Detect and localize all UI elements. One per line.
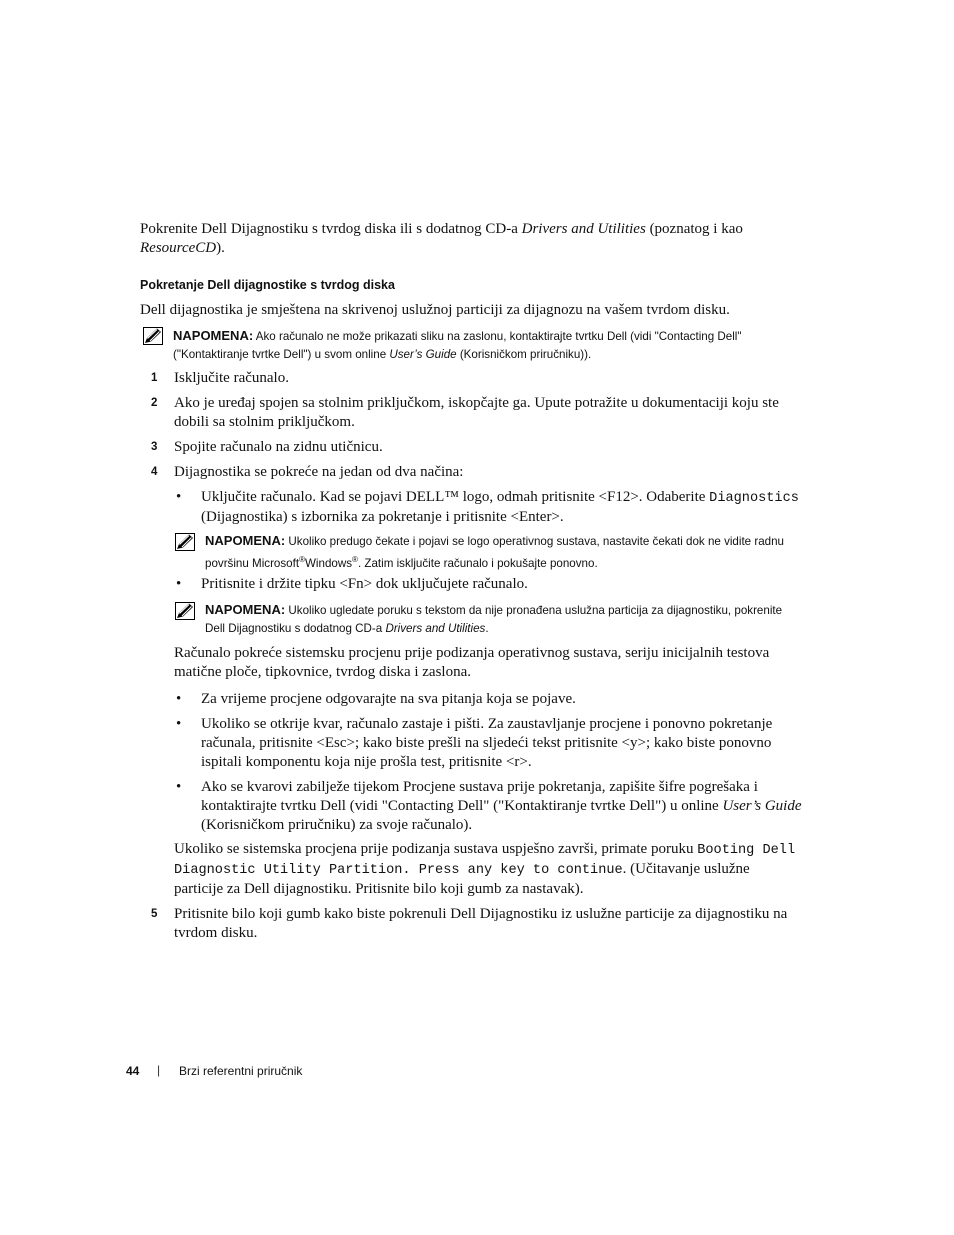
bullet-4-text bbox=[201, 715, 821, 772]
intro-drivers-title: Drivers and Utilities bbox=[521, 221, 646, 237]
note-1 bbox=[173, 327, 793, 364]
bullet-3-text: Za vrijeme procjene odgovarajte na sva pitanja koja se pojave. bbox=[201, 691, 576, 707]
note-1-line1: Ako računalo ne može prikazati sliku na zaslonu, kontaktirajte tvrtku Dell (vidi "Contacting Dell" bbox=[253, 330, 742, 343]
note-3-line2-end: . bbox=[485, 622, 489, 635]
bullet-4-line1: Ukoliko se otkrije kvar, računalo zastaje i pišti. Za zaustavljanje procjene i ponovno pokretanje bbox=[201, 716, 773, 732]
footer-separator: | bbox=[157, 1063, 161, 1077]
bullet-4-line3: ispitali komponentu koja nije prošla test, pritisnite <r>. bbox=[201, 754, 532, 770]
note-2 bbox=[205, 532, 805, 573]
step-5-text bbox=[174, 905, 824, 943]
para-1-line2: matične ploče, tipkovnice, tvrdog diska i zaslona. bbox=[174, 664, 471, 680]
page-number: 44 bbox=[126, 1064, 140, 1078]
note-2-line2: površinu Microsoft bbox=[205, 556, 300, 570]
note-1-line2-end: (Korisničkom priručniku)). bbox=[456, 348, 592, 361]
para-1-line1: Računalo pokreće sistemsku procjenu prije podizanja operativnog sustava, seriju inicijalnih testova bbox=[174, 645, 770, 661]
note-2-line2-end: . Zatim isključite računalo i pokušajte ponovno. bbox=[357, 556, 598, 570]
bullet-5-marker: • bbox=[176, 779, 182, 795]
para-2-line3: particije za Dell dijagnostiku. Pritisnite bilo koji gumb za nastavak). bbox=[174, 881, 584, 897]
system-assessment-paragraph bbox=[174, 644, 824, 682]
note-3-label: NAPOMENA: bbox=[205, 602, 286, 617]
bullet-4-line2: računala, pritisnite <Esc>; kako biste prešli na sljedeći tekst pritisnite <y>; kako biste ponovno bbox=[201, 735, 772, 751]
step-5-line1: Pritisnite bilo koji gumb kako biste pokrenuli Dell Dijagnostiku iz uslužne particije za dijagnostiku na bbox=[174, 906, 788, 922]
pencil-note-icon bbox=[175, 533, 195, 551]
bullet-4-marker: • bbox=[176, 716, 182, 732]
registered-mark: ® bbox=[352, 555, 358, 564]
pencil-note-icon bbox=[175, 602, 195, 620]
footer-title: Brzi referentni priručnik bbox=[179, 1064, 303, 1078]
bullet-5-line1: Ako se kvarovi zabilježe tijekom Procjene sustava prije pokretanja, zapišite šifre pogrešaka i bbox=[201, 779, 758, 795]
step-5-number: 5 bbox=[151, 908, 158, 920]
para-2-line2: . (Učitavanje uslužne bbox=[622, 861, 750, 877]
step-2-line2: dobili sa stolnim priključkom. bbox=[174, 414, 355, 430]
note-3-line2: Dell Dijagnostiku s dodatnog CD-a bbox=[205, 622, 386, 635]
intro-paragraph bbox=[140, 220, 820, 258]
bullet-3-marker: • bbox=[176, 691, 182, 707]
booting-message-paragraph bbox=[174, 840, 824, 899]
note-2-line1: Ukoliko predugo čekate i pojavi se logo operativnog sustava, nastavite čekati dok ne vidite radnu bbox=[285, 535, 785, 548]
lead-paragraph: Dell dijagnostika je smještena na skrivenoj uslužnoj particiji za dijagnozu na vašem tvrdom disku. bbox=[140, 302, 730, 318]
note-1-users-guide: User’s Guide bbox=[389, 348, 457, 361]
intro-text-cont: (poznatog i kao bbox=[645, 221, 743, 237]
intro-resourcecd: ResourceCD bbox=[140, 240, 217, 256]
step-1-text: Isključite računalo. bbox=[174, 370, 289, 386]
bullet-1-line2: (Dijagnostika) s izbornika za pokretanje i pritisnite <Enter>. bbox=[201, 509, 564, 525]
note-2-label: NAPOMENA: bbox=[205, 533, 286, 548]
note-2-windows: Windows bbox=[304, 556, 353, 570]
step-5-line2: tvrdom disku. bbox=[174, 925, 258, 941]
step-4-text: Dijagnostika se pokreće na jedan od dva načina: bbox=[174, 464, 464, 480]
step-2-number: 2 bbox=[151, 397, 158, 409]
bullet-5-line3: (Korisničkom priručniku) za svoje računalo). bbox=[201, 817, 473, 833]
bullet-5-line2: kontaktirajte tvrtku Dell (vidi "Contacting Dell" ("Kontaktiranje tvrtke Dell") u online bbox=[201, 798, 723, 814]
bullet-2-text: Pritisnite i držite tipku <Fn> dok uključujete računalo. bbox=[201, 576, 528, 592]
note-3-drivers-title: Drivers and Utilities bbox=[385, 622, 486, 635]
bullet-5-users-guide: User’s Guide bbox=[722, 798, 802, 814]
bullet-1-text bbox=[201, 488, 821, 527]
note-3 bbox=[205, 601, 805, 638]
step-2-text bbox=[174, 394, 824, 432]
note-1-line2: ("Kontaktiranje tvrtke Dell") u svom online bbox=[173, 348, 390, 361]
pencil-note-icon bbox=[143, 327, 163, 345]
registered-mark: ® bbox=[299, 555, 305, 564]
intro-text-end: ). bbox=[216, 240, 225, 256]
section-heading: Pokretanje Dell dijagnostike s tvrdog diska bbox=[140, 278, 395, 292]
para-2-line1: Ukoliko se sistemska procjena prije podizanja sustava uspješno završi, primate poruku bbox=[174, 841, 698, 857]
bullet-2-marker: • bbox=[176, 576, 182, 592]
bullet-1-code: Diagnostics bbox=[709, 491, 799, 506]
para-2-code-2: Diagnostic Utility Partition. Press any key to continue bbox=[174, 863, 623, 878]
step-4-number: 4 bbox=[151, 466, 158, 478]
note-3-line1: Ukoliko ugledate poruku s tekstom da nije pronađena uslužna particija za dijagnostiku, pokrenite bbox=[285, 604, 783, 617]
para-2-code-1: Booting Dell bbox=[697, 843, 796, 858]
note-1-label: NAPOMENA: bbox=[173, 328, 254, 343]
bullet-5-text bbox=[201, 778, 821, 835]
step-2-line1: Ako je uređaj spojen sa stolnim priključkom, iskopčajte ga. Upute potražite u dokumentaciji koju ste bbox=[174, 395, 779, 411]
step-3-text: Spojite računalo na zidnu utičnicu. bbox=[174, 439, 383, 455]
intro-text: Pokrenite Dell Dijagnostiku s tvrdog diska ili s dodatnog CD-a bbox=[140, 221, 522, 237]
step-1-number: 1 bbox=[151, 372, 158, 384]
bullet-1-marker: • bbox=[176, 489, 182, 505]
bullet-1-line1: Uključite računalo. Kad se pojavi DELL™ logo, odmah pritisnite <F12>. Odaberite bbox=[201, 489, 710, 505]
step-3-number: 3 bbox=[151, 441, 158, 453]
